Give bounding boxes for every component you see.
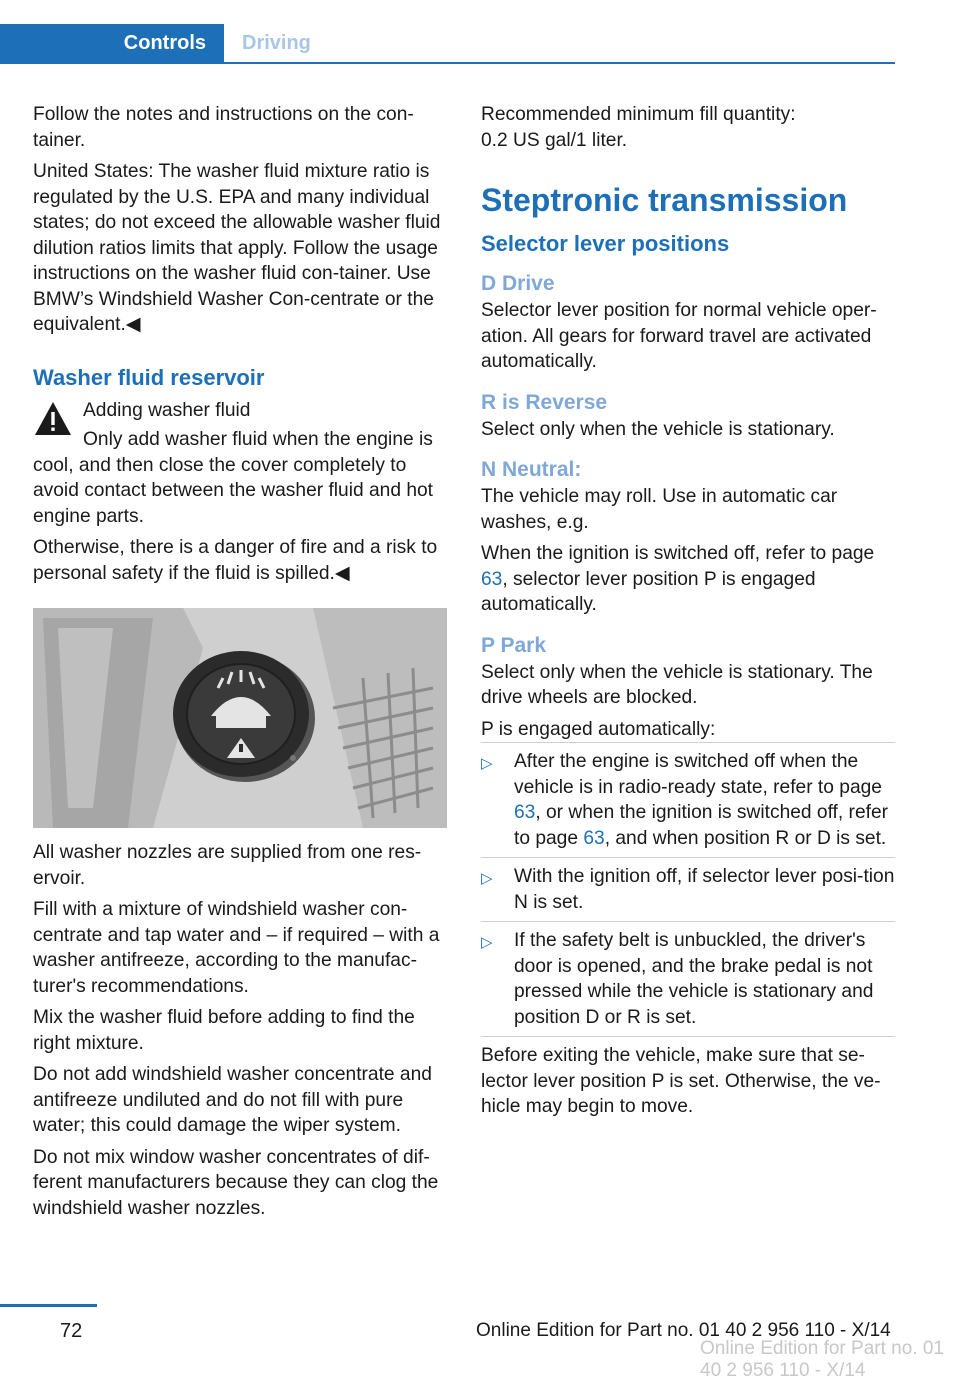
- position-r-title: R is Reverse: [481, 390, 608, 414]
- subsection-title: Selector lever positions: [481, 231, 730, 256]
- section-heading: Washer fluid reservoir: [33, 364, 265, 390]
- warning-text: [33, 427, 449, 529]
- paragraph: Fill with a mixture of windshield washer con‐centrate and tap water and – if required – with a washer antifreeze, according to the manufac‐turer's recommendations.: [33, 899, 440, 997]
- page-link[interactable]: 63: [481, 568, 503, 590]
- warning-triangle-icon: [33, 400, 73, 438]
- paragraph: Before exiting the vehicle, make sure that se‐lector lever position P is set. Otherwise, the ve‐hicle may begin to move.: [481, 1045, 881, 1117]
- page-number: 72: [60, 1320, 83, 1342]
- page-link[interactable]: 63: [514, 802, 536, 823]
- list-item: [481, 922, 895, 1037]
- text: , and when position R or D is set.: [604, 827, 887, 849]
- text: If the safety belt is unbuckled, the driver's door is opened, and the brake pedal is not pressed while the vehicle is stationary and position D or R is set.: [514, 930, 874, 1028]
- watermark: Online Edition for Part no. 01 40 2 956 110 - X/14: [700, 1338, 944, 1381]
- text: , or when the ignition is switched off, refer to page: [514, 802, 889, 849]
- washer-reservoir-cap-photo: [33, 608, 447, 828]
- text: After the engine is switched off when the vehicle is in radio-ready state, refer to page: [514, 751, 882, 798]
- paragraph: Do not mix window washer concentrates of dif‐ferent manufacturers because they can clog the windshield washer nozzles.: [33, 1146, 439, 1219]
- tab-driving[interactable]: [224, 24, 311, 62]
- text: When the ignition is switched off, refer to page: [481, 543, 875, 564]
- right-column: [481, 102, 895, 1126]
- position-d-title: D Drive: [481, 272, 555, 295]
- triangle-bullet-icon: ▷: [481, 870, 493, 887]
- tab-controls-label: Controls: [123, 31, 206, 54]
- paragraph: Follow the notes and instructions on the con‐tainer.: [33, 104, 414, 151]
- tab-driving-label: Driving: [242, 31, 311, 54]
- paragraph: P is engaged automatically:: [481, 718, 716, 740]
- section-tabbar: [0, 24, 895, 64]
- paragraph: [481, 541, 895, 618]
- paragraph: The vehicle may roll. Use in automatic car washes, e.g.: [481, 486, 838, 533]
- tab-controls[interactable]: [0, 24, 224, 62]
- paragraph: Recommended minimum fill quantity:: [481, 104, 796, 125]
- warning-block: [33, 398, 449, 587]
- list-item: [481, 858, 895, 922]
- washer-cap-illustration: [33, 608, 447, 828]
- triangle-bullet-icon: ▷: [481, 934, 493, 951]
- paragraph: Select only when the vehicle is stationary.: [481, 418, 835, 440]
- position-n-title: N Neutral:: [481, 458, 582, 481]
- list-item: [481, 742, 895, 858]
- paragraph: Select only when the vehicle is stationary. The drive wheels are blocked.: [481, 661, 873, 708]
- left-column: [33, 102, 449, 1227]
- page-link[interactable]: 63: [583, 827, 605, 849]
- paragraph: Do not add windshield washer concentrate and antifreeze undiluted and do not fill with pure water; this could damage the wiper system.: [33, 1064, 432, 1136]
- warning-text-2: Otherwise, there is a danger of fire and a risk to personal safety if the fluid is spilled.◀: [33, 537, 438, 584]
- paragraph: All washer nozzles are supplied from one res‐ervoir.: [33, 842, 422, 889]
- paragraph: 0.2 US gal/1 liter.: [481, 129, 628, 151]
- paragraph: United States: The washer fluid mixture ratio is regulated by the U.S. EPA and many individual states; do not exceed the allowable washer fluid dilution ratios limits that apply. Follow the usage instructions on the washer fluid con‐tainer. Use BMW’s Windshield Washer Con‐centrate or the equivalent.◀: [33, 161, 441, 335]
- triangle-bullet-icon: ▷: [481, 755, 493, 772]
- position-p-title: P Park: [481, 633, 546, 657]
- paragraph: Mix the washer fluid before adding to find the right mixture.: [33, 1007, 415, 1054]
- footer-rule: [0, 1304, 97, 1307]
- text: With the ignition off, if selector lever posi‐tion N is set.: [514, 866, 895, 913]
- auto-park-list: [481, 742, 895, 1037]
- paragraph: Selector lever position for normal vehicle oper‐ation. All gears for forward travel are activated automatically.: [481, 300, 877, 372]
- warning-title: Adding washer fluid: [83, 399, 251, 421]
- text: , selector lever position P is engaged automatically.: [481, 568, 816, 615]
- section-title: Steptronic transmission: [481, 182, 848, 218]
- edition-footer: Online Edition for Part no. 01 40 2 956 110 - X/14: [476, 1320, 891, 1341]
- warning-text-body: Only add washer fluid when the engine is cool, and then close the cover completely to avoid contact between the washer fluid and hot engine parts.: [33, 429, 434, 527]
